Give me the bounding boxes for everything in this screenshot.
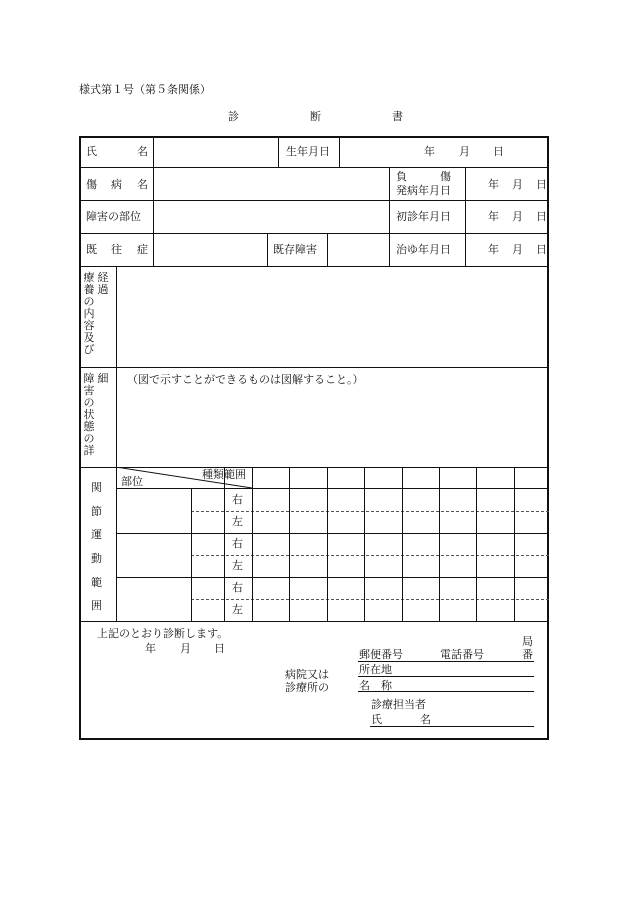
dob-year: 年: [424, 145, 435, 158]
title-char-1: 診: [228, 110, 239, 123]
row-line: [79, 233, 549, 234]
footer-year: 年: [145, 642, 156, 655]
rom-col-line: [514, 467, 515, 622]
existing-disability-label: 既存障害: [273, 243, 317, 256]
disability-field[interactable]: [118, 388, 547, 466]
doctor-name-field[interactable]: [436, 712, 534, 725]
rom-label-5: 範: [91, 576, 102, 589]
disability-label-col1: 障害の状態の詳: [83, 372, 95, 457]
rom-col-line: [191, 488, 192, 622]
rom-dashed-line: [191, 599, 549, 600]
dob-month: 月: [459, 145, 470, 158]
rom-header-type: 種類範囲: [202, 468, 246, 481]
hospital-label-2: 診療所の: [285, 681, 329, 694]
hospital-name-label-1: 名: [359, 679, 370, 692]
onset-year: 年: [488, 178, 499, 191]
onset-label-bottom: 発病年月日: [396, 184, 451, 197]
doctor-name-label-2: 名: [420, 713, 431, 726]
name-label-1: 氏: [86, 145, 97, 158]
doctor-name-underline: [370, 726, 534, 727]
rom-group-line: [116, 577, 549, 578]
rom-col-line: [476, 467, 477, 622]
history-label-2: 往: [111, 243, 122, 256]
onset-month: 月: [512, 178, 523, 191]
rom-side-right: 右: [232, 537, 243, 550]
history-label-1: 既: [86, 243, 97, 256]
rom-group-line: [116, 533, 549, 534]
row-line: [79, 200, 549, 201]
treatment-field[interactable]: [118, 268, 547, 366]
onset-day: 日: [536, 178, 547, 191]
rom-label-2: 節: [91, 505, 102, 518]
history-label-3: 症: [137, 243, 148, 256]
address-field[interactable]: [396, 662, 534, 676]
treatment-label-col1: 療養の内容及び: [83, 271, 95, 356]
healed-label: 治ゆ年月日: [396, 243, 451, 256]
title-char-2: 断: [310, 110, 321, 123]
col-line: [327, 233, 328, 267]
rom-side-left: 左: [232, 559, 243, 572]
address-underline: [358, 676, 534, 677]
rom-col-line: [252, 467, 253, 622]
rom-col-line: [402, 467, 403, 622]
diagnosis-statement: 上記のとおり診断します。: [97, 627, 229, 640]
onset-label-top-1: 負: [396, 170, 407, 183]
rom-col-line: [364, 467, 365, 622]
injury-label-3: 名: [137, 178, 148, 191]
injury-label-2: 病: [111, 178, 122, 191]
rom-label-3: 運: [91, 528, 102, 541]
col-line: [278, 136, 279, 167]
healed-day: 日: [536, 243, 547, 256]
hospital-name-underline: [358, 691, 534, 692]
form-number: 様式第１号（第５条関係）: [79, 83, 211, 96]
hospital-name-field[interactable]: [396, 678, 534, 691]
doctor-label: 診療担当者: [371, 698, 426, 711]
rom-header-part: 部位: [121, 475, 143, 488]
col-line: [267, 233, 268, 267]
bureau-label: 局: [522, 635, 533, 648]
rom-col-line: [327, 467, 328, 622]
col-line: [153, 136, 154, 267]
col-line: [389, 167, 390, 267]
address-label: 所在地: [359, 663, 392, 676]
footer-month: 月: [180, 642, 191, 655]
disability-note: （図で示すことができるものは図解すること。）: [127, 373, 364, 386]
hospital-label-1: 病院又は: [285, 668, 329, 681]
rom-label-1: 関: [91, 481, 102, 494]
rom-side-left: 左: [232, 603, 243, 616]
row-line: [79, 367, 549, 368]
rom-col-line: [224, 467, 225, 622]
onset-label-top-2: 傷: [440, 170, 451, 183]
site-field[interactable]: [155, 202, 388, 232]
first-visit-month: 月: [512, 210, 523, 223]
phone-label: 電話番号: [440, 648, 484, 661]
row-line: [79, 167, 549, 168]
title-char-3: 書: [392, 110, 403, 123]
dob-field[interactable]: [341, 138, 547, 166]
existing-disability-field[interactable]: [329, 235, 388, 265]
rom-side-right: 右: [232, 581, 243, 594]
first-visit-label: 初診年月日: [396, 210, 451, 223]
rom-dashed-line: [191, 511, 549, 512]
rom-col-line: [439, 467, 440, 622]
hospital-name-label-2: 称: [381, 679, 392, 692]
disability-label-col2: 細: [97, 372, 109, 385]
number-label: 番: [522, 648, 533, 661]
site-label: 障害の部位: [86, 210, 141, 223]
doctor-name-label-1: 氏: [371, 713, 382, 726]
treatment-label-col2: 経過: [97, 271, 109, 296]
rom-col-line: [289, 467, 290, 622]
col-line: [339, 136, 340, 167]
col-line: [465, 167, 466, 267]
postal-label: 郵便番号: [359, 648, 403, 661]
healed-year: 年: [488, 243, 499, 256]
dob-day: 日: [493, 145, 504, 158]
rom-side-right: 右: [232, 493, 243, 506]
name-field[interactable]: [155, 138, 276, 166]
rom-label-6: 囲: [91, 599, 102, 612]
rom-bottom-line: [79, 621, 549, 622]
healed-month: 月: [512, 243, 523, 256]
rom-dashed-line: [191, 555, 549, 556]
rom-label-4: 動: [91, 552, 102, 565]
injury-label-1: 傷: [86, 178, 97, 191]
rom-side-left: 左: [232, 515, 243, 528]
injury-name-field[interactable]: [155, 169, 388, 199]
first-visit-year: 年: [488, 210, 499, 223]
dob-label: 生年月日: [286, 145, 330, 158]
row-line: [79, 266, 549, 267]
name-label-2: 名: [137, 145, 148, 158]
first-visit-day: 日: [536, 210, 547, 223]
footer-day: 日: [214, 642, 225, 655]
history-field[interactable]: [155, 235, 266, 265]
label-col-line: [116, 266, 117, 622]
